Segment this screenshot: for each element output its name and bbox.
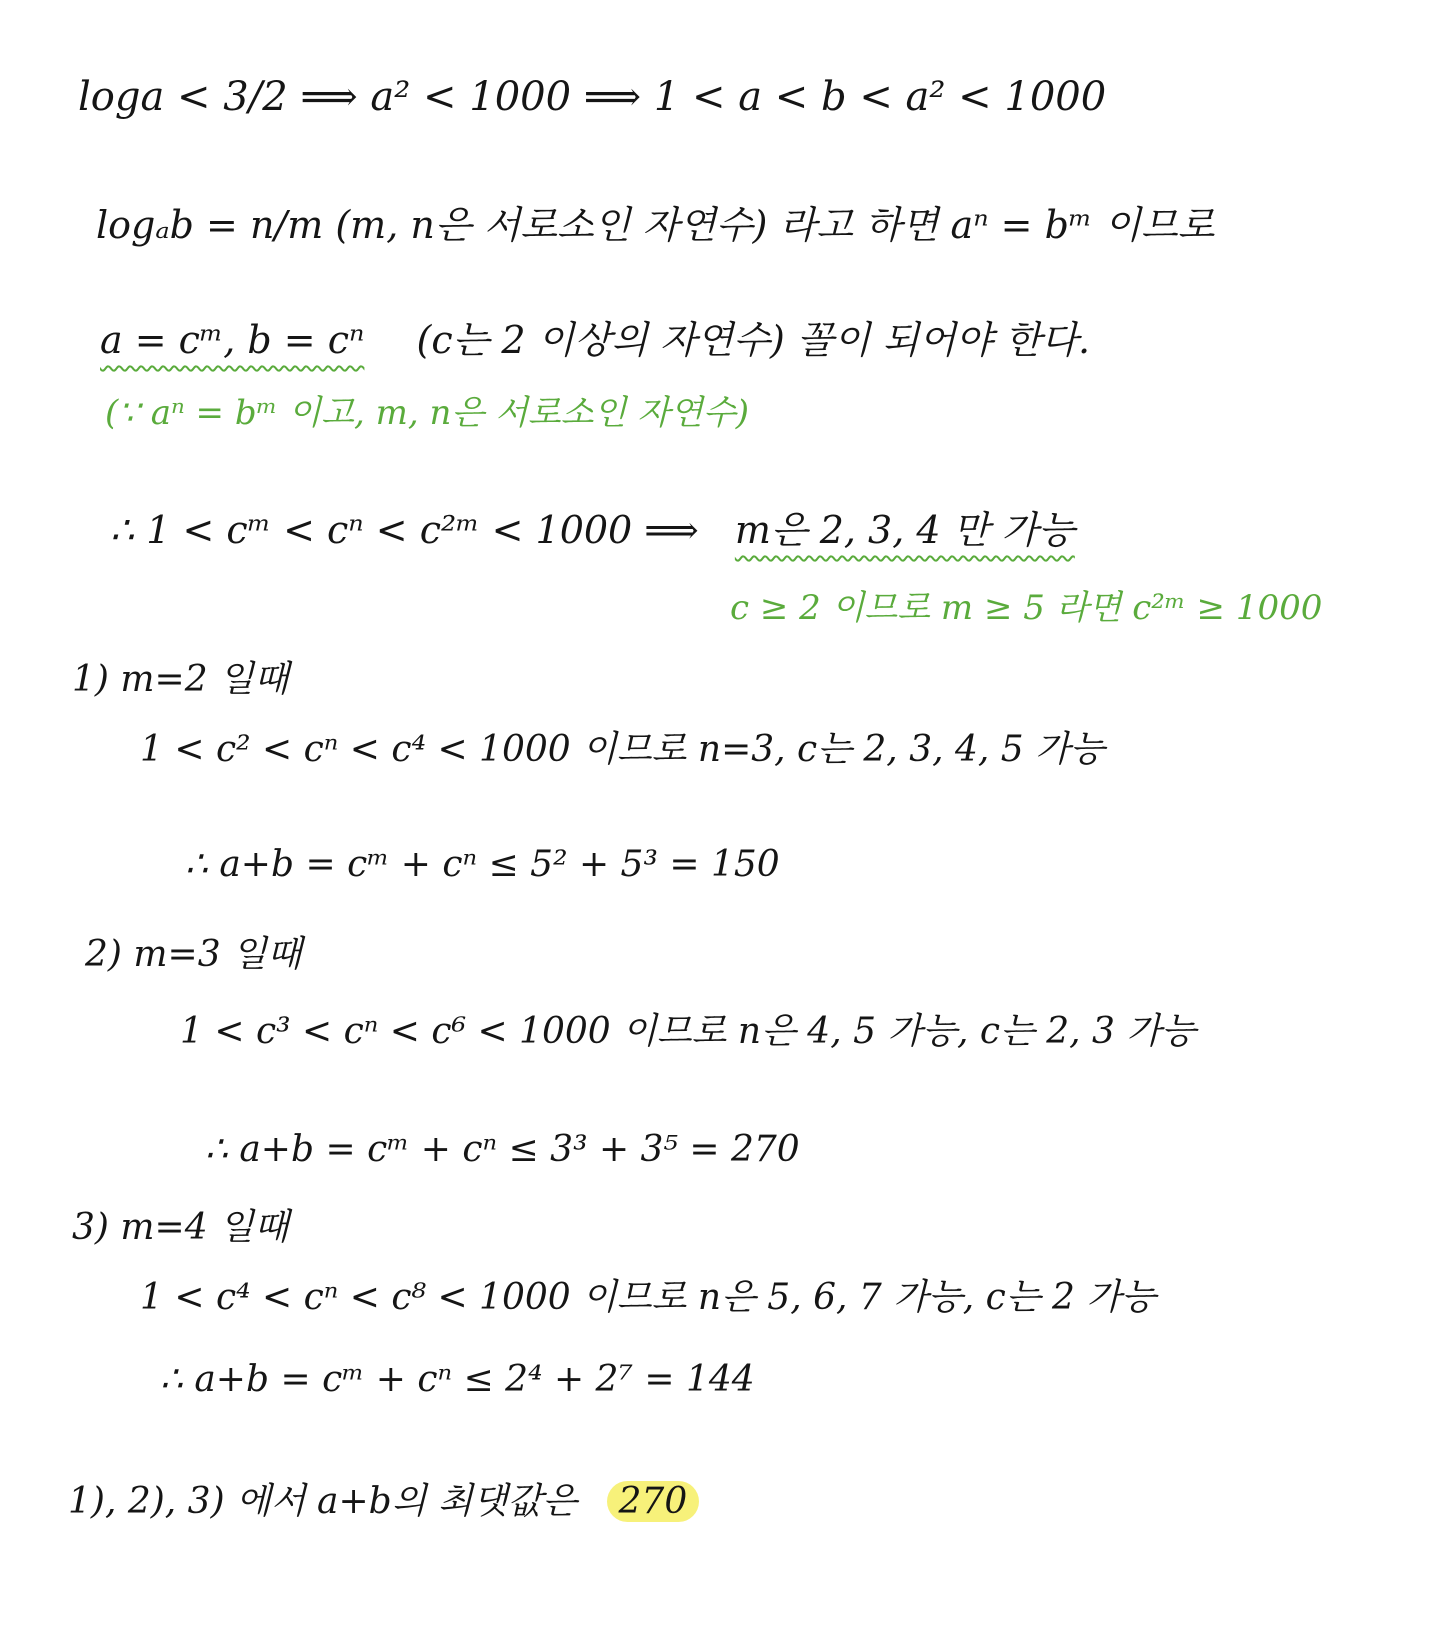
line-power-form xyxy=(100,320,1090,362)
case3-line1: 1 < c⁴ < cⁿ < c⁸ < 1000 이므로 n은 5, 6, 7 가능, c는 2 가능 xyxy=(140,1277,1156,1318)
case2-title: 2) m=3 일때 xyxy=(85,934,302,975)
line-therefore-range xyxy=(110,510,1075,552)
note-reason: (∵ aⁿ = bᵐ 이고, m, n은 서로소인 자연수) xyxy=(105,393,749,433)
note-m-bound: c ≥ 2 이므로 m ≥ 5 라면 c²ᵐ ≥ 1000 xyxy=(730,588,1323,628)
case1-title: 1) m=2 일때 xyxy=(72,659,289,700)
case3-line2: ∴ a+b = cᵐ + cⁿ ≤ 2⁴ + 2⁷ = 144 xyxy=(160,1359,755,1400)
case2-line1: 1 < c³ < cⁿ < c⁶ < 1000 이므로 n은 4, 5 가능, c는 2, 3 가능 xyxy=(180,1011,1196,1052)
power-form-underlined: a = cᵐ, b = cⁿ xyxy=(100,318,365,362)
therefore-range-text: ∴ 1 < cᵐ < cⁿ < c²ᵐ < 1000 ⟹ xyxy=(110,508,699,552)
m-possible-values: m은 2, 3, 4 만 가능 xyxy=(734,508,1075,552)
case1-line1: 1 < c² < cⁿ < c⁴ < 1000 이므로 n=3, c는 2, 3, 4, 5 가능 xyxy=(140,729,1105,770)
final-text: 1), 2), 3) 에서 a+b의 최댓값은 xyxy=(68,1481,578,1522)
line-log-inequality: loga < 3/2 ⟹ a² < 1000 ⟹ 1 < a < b < a² < 1000 xyxy=(78,74,1107,120)
final-conclusion xyxy=(68,1482,699,1522)
case3-title: 3) m=4 일때 xyxy=(72,1207,289,1248)
case1-line2: ∴ a+b = cᵐ + cⁿ ≤ 5² + 5³ = 150 xyxy=(185,844,780,885)
case2-line2: ∴ a+b = cᵐ + cⁿ ≤ 3³ + 3⁵ = 270 xyxy=(205,1129,800,1170)
power-form-condition: (c는 2 이상의 자연수) 꼴이 되어야 한다. xyxy=(416,318,1091,362)
final-answer-highlight: 270 xyxy=(607,1481,700,1522)
line-log-ratio-definition: logₐb = n/m (m, n은 서로소인 자연수) 라고 하면 aⁿ = bᵐ 이므로 xyxy=(96,203,1215,247)
